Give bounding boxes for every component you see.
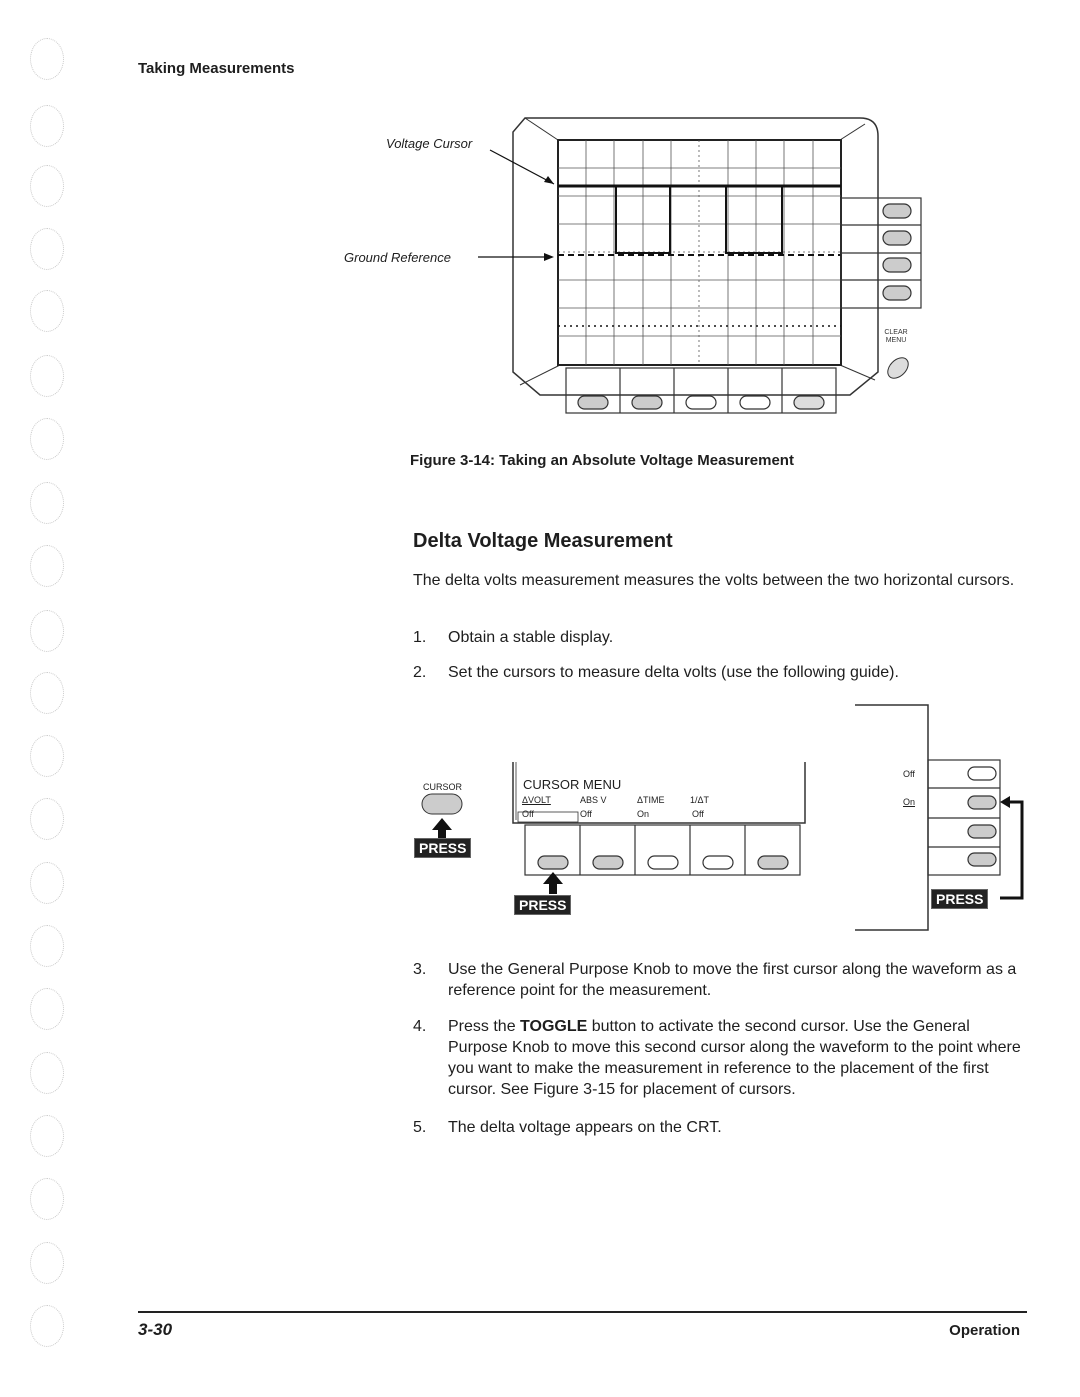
section-title: Delta Voltage Measurement — [413, 530, 673, 552]
menu-item-abs-v: ABS V — [580, 795, 607, 805]
cursor-button[interactable] — [422, 794, 462, 814]
menu-value-delta-time: On — [637, 809, 650, 819]
cursor-button-label: CURSOR — [423, 782, 463, 792]
step-2: 2. Set the cursors to measure delta volts (use the following guide). — [413, 664, 899, 681]
menu-item-delta-time: ΔTIME — [637, 795, 665, 805]
footer-rule — [138, 1311, 1027, 1313]
cursor-menu-title: CURSOR MENU — [523, 777, 622, 792]
ground-reference-callout: Ground Reference — [344, 250, 451, 265]
side-menu-off: Off — [903, 769, 915, 779]
oscilloscope-figure — [330, 110, 950, 440]
menu-item-delta-volt: ΔVOLT — [522, 795, 551, 805]
press-label-menu: PRESS — [514, 895, 571, 915]
step-5: 5. The delta voltage appears on the CRT. — [413, 1119, 722, 1136]
menu-item-inverse-delta-t: 1/ΔT — [690, 795, 710, 805]
step-1: 1. Obtain a stable display. — [413, 629, 614, 646]
menu-value-inverse-delta-t: Off — [692, 809, 704, 819]
clear-menu-label: CLEAR — [884, 329, 908, 336]
toggle-button-ref: TOGGLE — [520, 1018, 588, 1035]
press-label-side: PRESS — [931, 889, 988, 909]
page-number: 3-30 — [138, 1320, 173, 1339]
voltage-cursor-callout: Voltage Cursor — [386, 136, 473, 151]
running-header: Taking Measurements — [138, 60, 295, 77]
footer-section: Operation — [949, 1322, 1020, 1339]
step-3: 3. Use the General Purpose Knob to move the first cursor along the waveform as a reference point for the measurement. — [413, 961, 1017, 999]
press-label-cursor: PRESS — [414, 838, 471, 858]
side-menu-on: On — [903, 797, 916, 807]
clear-menu-button[interactable] — [884, 354, 912, 382]
intro-paragraph: The delta volts measurement measures the volts between the two horizontal cursors. — [413, 572, 1015, 589]
svg-text:MENU: MENU — [885, 337, 907, 344]
menu-value-abs-v: Off — [580, 809, 592, 819]
step-4: 4. Press the TOGGLE button to activate the second cursor. Use the General Purpose Knob to move this second cursor along the waveform to the point where you want to make the measurement in reference to the placement of the first cursor. See Figure 3-15 for placement of cursors. — [413, 1018, 1021, 1098]
figure-caption: Figure 3-14: Taking an Absolute Voltage Measurement — [410, 452, 794, 469]
menu-value-delta-volt: Off — [522, 809, 534, 819]
